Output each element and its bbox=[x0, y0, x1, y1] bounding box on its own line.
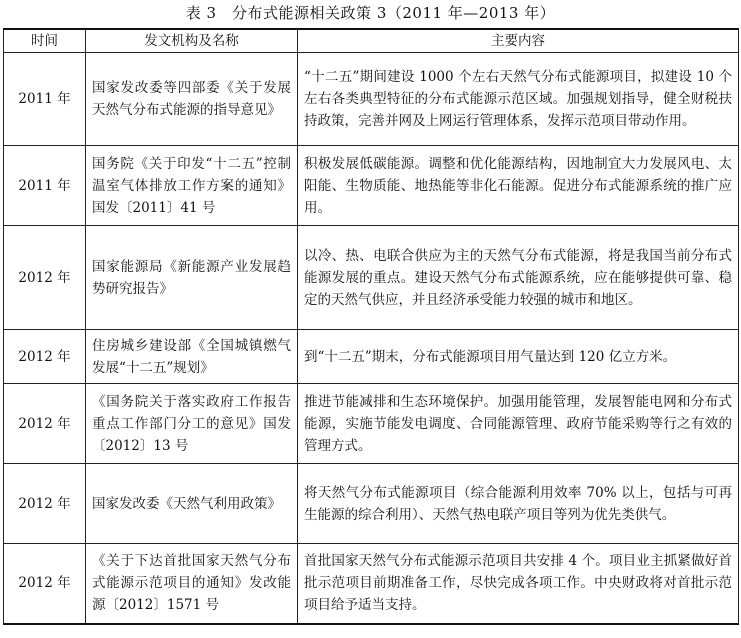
cell-org: 住房城乡建设部《全国城镇燃气发展“十二五”规划》 bbox=[86, 330, 298, 384]
cell-content: 将天然气分布式能源项目（综合能源利用效率 70% 以上，包括与可再生能源的综合利用）、天然气热电联产项目等列为优先类供气。 bbox=[298, 464, 739, 544]
table-caption: 表 3 分布式能源相关政策 3（2011 年—2013 年） bbox=[185, 4, 556, 22]
cell-org: 《关于下达首批国家天然气分布式能源示范项目的通知》发改能源〔2012〕1571 号 bbox=[86, 544, 298, 624]
table-row bbox=[4, 464, 739, 544]
cell-time: 2011 年 bbox=[4, 146, 86, 226]
table-row bbox=[4, 544, 739, 624]
cell-time: 2012 年 bbox=[4, 226, 86, 330]
cell-org: 国家发改委等四部委《关于发展天然气分布式能源的指导意见》 bbox=[86, 53, 298, 146]
cell-time: 2012 年 bbox=[4, 544, 86, 624]
cell-org: 国务院《关于印发“十二五”控制温室气体排放工作方案的通知》国发〔2011〕41 号 bbox=[86, 146, 298, 226]
cell-time: 2012 年 bbox=[4, 464, 86, 544]
cell-org: 国家发改委《天然气利用政策》 bbox=[86, 464, 298, 544]
table-header-row bbox=[4, 29, 739, 53]
policy-table bbox=[3, 28, 739, 625]
table-row bbox=[4, 226, 739, 330]
table-row bbox=[4, 330, 739, 384]
cell-content: 以冷、热、电联合供应为主的天然气分布式能源，将是我国当前分布式能源发展的重点。建设天然气分布式能源系统，应在能够提供可靠、稳定的天然气供应，并且经济承受能力较强的城市和地区。 bbox=[298, 226, 739, 330]
header-content: 主要内容 bbox=[298, 29, 739, 53]
cell-time: 2012 年 bbox=[4, 384, 86, 464]
cell-content: “十二五”期间建设 1000 个左右天然气分布式能源项目，拟建设 10 个左右各类典型特征的分布式能源示范区域。加强规划指导，健全财税扶持政策，完善并网及上网运行管理体系，发挥示范项目带动作用。 bbox=[298, 53, 739, 146]
cell-content: 到“十二五”期末，分布式能源项目用气量达到 120 亿立方米。 bbox=[298, 330, 739, 384]
cell-content: 积极发展低碳能源。调整和优化能源结构，因地制宜大力发展风电、太阳能、生物质能、地热能等非化石能源。促进分布式能源系统的推广应用。 bbox=[298, 146, 739, 226]
table-row bbox=[4, 384, 739, 464]
cell-time: 2011 年 bbox=[4, 53, 86, 146]
cell-content: 首批国家天然气分布式能源示范项目共安排 4 个。项目业主抓紧做好首批示范项目前期准备工作，尽快完成各项工作。中央财政将对首批示范项目给予适当支持。 bbox=[298, 544, 739, 624]
cell-content: 推进节能减排和生态环境保护。加强用能管理，发展智能电网和分布式能源，实施节能发电调度、合同能源管理、政府节能采购等行之有效的管理方式。 bbox=[298, 384, 739, 464]
cell-org: 国家能源局《新能源产业发展趋势研究报告》 bbox=[86, 226, 298, 330]
cell-time: 2012 年 bbox=[4, 330, 86, 384]
header-org: 发文机构及名称 bbox=[86, 29, 298, 53]
header-time: 时间 bbox=[4, 29, 86, 53]
table-row bbox=[4, 146, 739, 226]
cell-org: 《国务院关于落实政府工作报告重点工作部门分工的意见》国发〔2012〕13 号 bbox=[86, 384, 298, 464]
table-row bbox=[4, 53, 739, 146]
